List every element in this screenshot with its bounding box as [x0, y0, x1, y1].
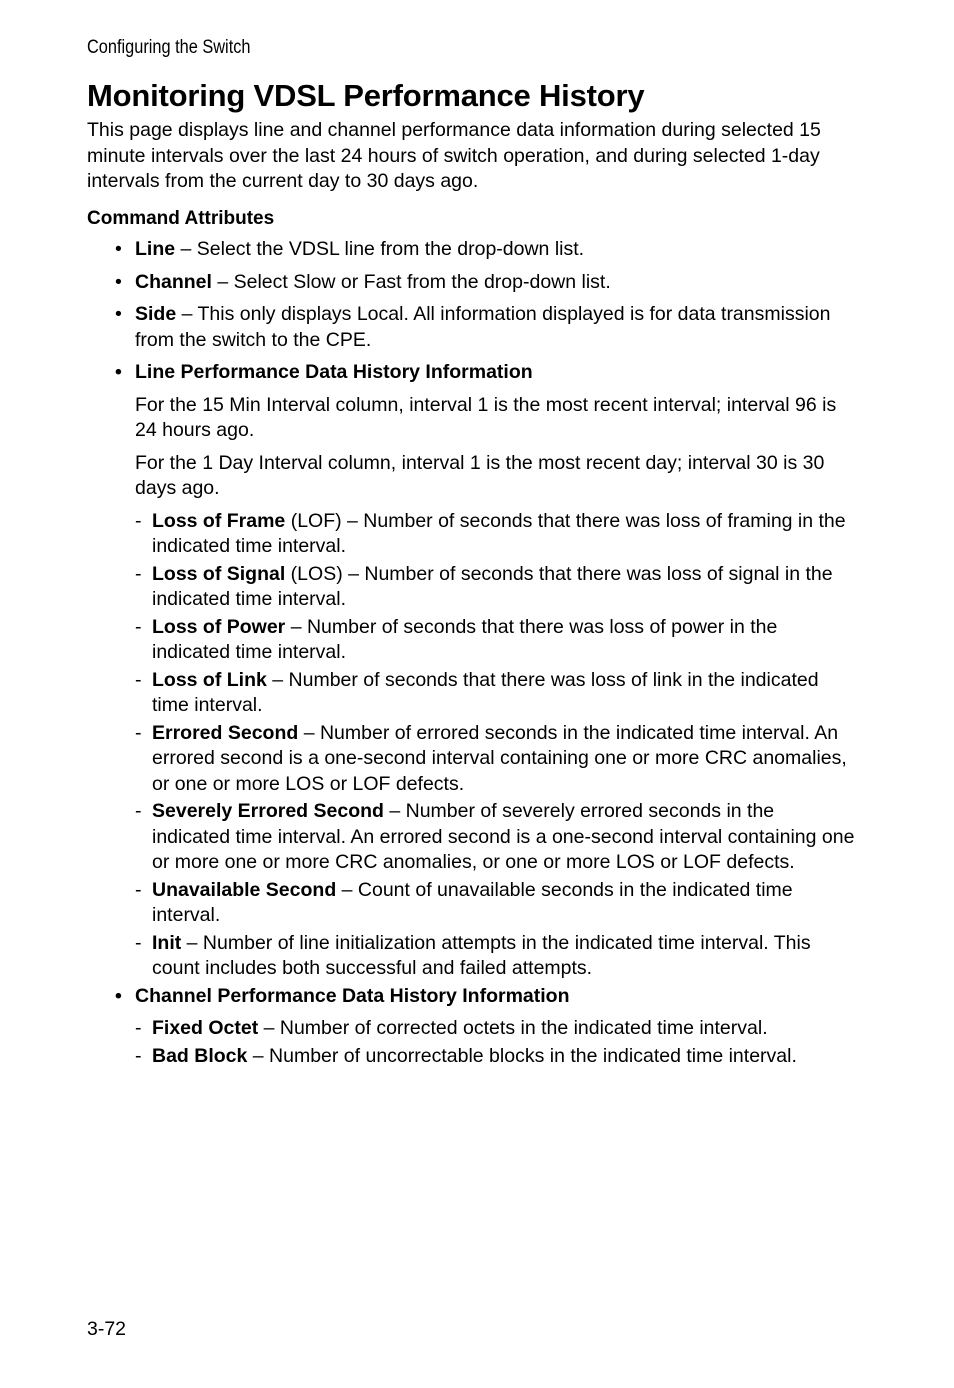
page-content	[87, 118, 857, 1071]
list-item	[135, 668, 857, 719]
bullet-glyph: •	[115, 303, 122, 325]
attribute-desc: – This only displays Local. All information displayed is for data transmission from the switch to the CPE.	[135, 303, 831, 351]
item-term: Init	[152, 931, 182, 954]
channel-performance-heading	[87, 984, 857, 1010]
item-desc: – Number of corrected octets in the indicated time interval.	[258, 1017, 768, 1039]
running-header: Configuring the Switch	[87, 37, 251, 58]
dash-glyph: -	[135, 509, 142, 532]
item-term: Loss of Power	[152, 615, 286, 638]
line-performance-para-1day: For the 1 Day Interval column, interval 1 is the most recent day; interval 30 is 30 days ago.	[135, 451, 825, 499]
dash-glyph: -	[135, 562, 142, 585]
list-item	[135, 721, 857, 798]
item-term: Errored Second	[152, 721, 299, 744]
line-performance-heading	[87, 360, 857, 386]
list-item	[135, 562, 857, 613]
list-item	[135, 1016, 857, 1042]
dash-glyph: -	[135, 721, 142, 744]
item-term: Fixed Octet	[152, 1017, 259, 1039]
dash-glyph: -	[135, 878, 142, 901]
attribute-term: Line	[135, 238, 176, 260]
bullet-glyph: •	[115, 238, 122, 260]
list-item	[135, 878, 857, 929]
page-title: Monitoring VDSL Performance History	[87, 78, 645, 113]
channel-performance-heading-text: Channel Performance Data History Information	[135, 984, 570, 1007]
dash-glyph: -	[135, 615, 142, 638]
bullet-glyph: •	[115, 270, 122, 293]
attribute-term: Channel	[135, 270, 212, 293]
item-term: Loss of Frame	[152, 509, 286, 532]
attribute-desc: – Select the VDSL line from the drop-down list.	[175, 238, 585, 260]
channel-performance-list	[135, 1016, 857, 1069]
command-attributes-heading: Command Attributes	[87, 207, 275, 229]
attribute-term: Side	[135, 303, 177, 325]
list-item	[135, 931, 857, 982]
dash-glyph: -	[135, 1044, 142, 1067]
dash-glyph: -	[135, 931, 142, 954]
dash-glyph: -	[135, 800, 142, 822]
bullet-glyph: •	[115, 361, 122, 383]
attribute-item-line	[87, 237, 857, 263]
item-desc: – Number of line initialization attempts in the indicated time interval. This count includes both successful and failed attempts.	[152, 931, 811, 979]
item-desc: – Number of seconds that there was loss of power in the indicated time interval.	[152, 615, 778, 663]
bullet-glyph: •	[115, 984, 122, 1007]
item-term: Loss of Link	[152, 668, 267, 691]
item-desc: – Count of unavailable seconds in the indicated time interval.	[152, 878, 793, 926]
list-item	[135, 1044, 857, 1070]
item-term: Bad Block	[152, 1044, 248, 1067]
page-number: 3-72	[87, 1318, 127, 1340]
line-performance-para-15min: For the 15 Min Interval column, interval 1 is the most recent interval; interval 96 is 24 hours ago.	[135, 393, 837, 441]
item-term: Severely Errored Second	[152, 800, 384, 822]
line-performance-list	[135, 509, 857, 982]
item-desc: (LOS) – Number of seconds that there was loss of signal in the indicated time interval.	[152, 562, 833, 610]
dash-glyph: -	[135, 1017, 142, 1039]
item-desc: – Number of uncorrectable blocks in the indicated time interval.	[247, 1044, 797, 1067]
attribute-desc: – Select Slow or Fast from the drop-down list.	[211, 270, 611, 293]
intro-paragraph: This page displays line and channel performance data information during selected 15 minute intervals over the last 24 hours of switch operation, and during selected 1-day intervals from the current day to 30 days ago.	[87, 119, 821, 192]
item-desc: – Number of severely errored seconds in the indicated time interval. An errored second is a one-second interval containing one or more one or more CRC anomalies, or one or more LOS or LOF defects.	[152, 800, 855, 873]
list-item	[135, 509, 857, 560]
item-term: Unavailable Second	[152, 878, 337, 901]
item-term: Loss of Signal	[152, 562, 286, 585]
list-item	[135, 615, 857, 666]
attribute-item-channel	[87, 270, 857, 296]
channel-performance-group	[87, 984, 857, 1010]
item-desc: – Number of errored seconds in the indicated time interval. An errored second is a one-second interval containing one or more CRC anomalies, or one or more LOS or LOF defects.	[152, 721, 847, 795]
list-item	[135, 799, 857, 876]
attribute-item-side	[87, 302, 857, 353]
attribute-list	[87, 237, 857, 386]
item-desc: (LOF) – Number of seconds that there was loss of framing in the indicated time interval.	[152, 509, 846, 557]
item-desc: – Number of seconds that there was loss of link in the indicated time interval.	[152, 668, 819, 716]
dash-glyph: -	[135, 668, 142, 691]
line-performance-heading-text: Line Performance Data History Information	[135, 361, 533, 383]
